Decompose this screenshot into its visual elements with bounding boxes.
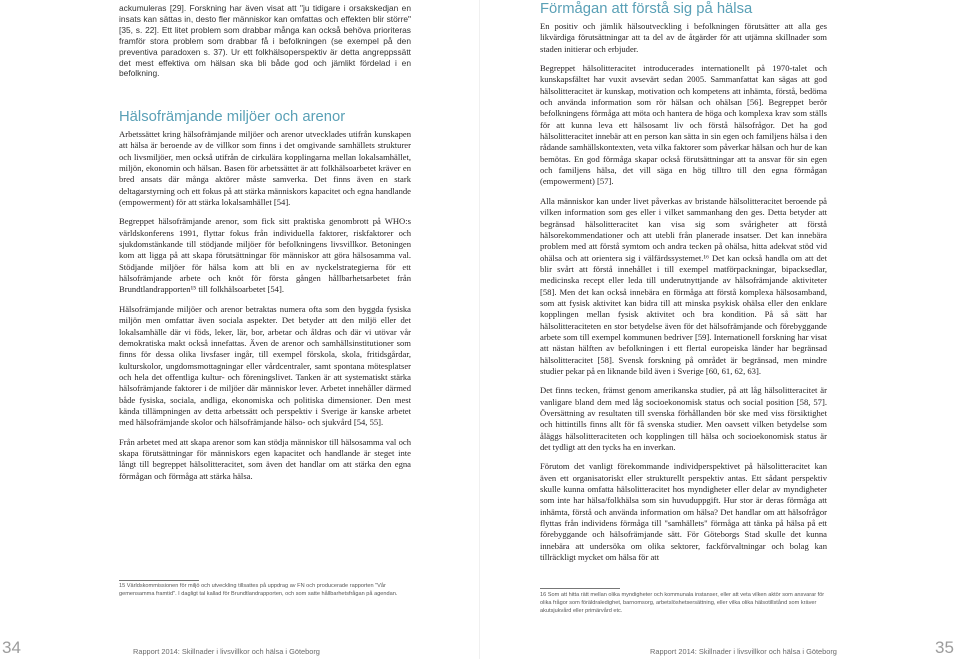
body-paragraph: En positiv och jämlik hälsoutveckling i befolkningen förutsätter att alla ges likvärdiga förutsättningar att ta del av de åtgärder för att utjämna skillnader som staden initierar och erbjuder. (540, 21, 827, 54)
left-page-body (119, 129, 411, 482)
page-number-left: 34 (2, 638, 21, 657)
footnote-text: 16 Som att hitta rätt mellan olika myndigheter och kommunala instanser, eller att veta vilken aktör som ansvarar för olika frågor som föräldraledighet, barnomsorg, arbetslöshetsersättning, eller vilka olika hälsotillstånd som kräver akutsjukvård eller primärvård etc. (540, 592, 825, 614)
footnote-text: 15 Världskommissionen för miljö och utveckling tillsattes på uppdrag av FN och producerade rapporten "Vår gemensamma framtid". I dagligt tal kallad för Brundtlandrapporten, och som satte hållbarhetsfrågan på agendan. (119, 583, 398, 597)
footer-right: Rapport 2014: Skillnader i livsvillkor och hälsa i Göteborg (650, 647, 837, 656)
body-paragraph: Förutom det vanligt förekommande individperspektivet på hälsolitteracitet kan även ett organisatoriskt eller strukturellt perspektiv antas. Ett sådant perspektiv skulle kunna omfatta hälsolitteracitet hos myndigheter eller delar av myndigheter som inte har hälsa/folkhälsa som sin huvuduppgift. Hur stor är deras förmåga att inhämta, förstå och använda information om hälsa? Det handlar om att hälsofrågor flyttas från individens förmåga till "samhällets" förmåga att tänka på hälsa på ett förebyggande och hälsofrämjande sätt. För Göteborgs Stad skulle det kunna innebära att undersöka om olika sektorer, fackförvaltningar och bolag kan tillräckligt mycket om hälsa för att (540, 461, 827, 563)
body-paragraph: Alla människor kan under livet påverkas av bristande hälsolitteracitet beroende på vilken information som ges eller i vilket sammanhang den ges. Detta betyder att begränsad hälsolitteracitet kan visa sig som svårigheter att förstå hälsorekommendationer och att utebli från planerade insatser. Det kan innebära problem med att förstå symtom och andra tecken på ohälsa, hitta adekvat stöd vid ohälsa och att orientera sig i välfärdssystemet.¹⁶ Det kan också handla om att det blir svårt att förstå innehållet i till exempel matförpackningar, bipacksedlar, medicinska recept eller leda till underutnyttjande av hälsofrämjande aktiviteter [58]. Men det kan också innebära en förmåga att förstå komplexa hälsosamband, som att fysisk aktivitet kan bidra till att minska psykisk ohälsa eller den enklare kopplingen mellan fysisk aktivitet och bra kondition. På så sätt har hälsolitteraciteten en stor betydelse även för det hälsofrämjande och förebyggande arbete som till exempel kommunen bedriver [59]. Internationell forskning har visat att nästan hälften av befolkningen i ett flertal europeiska länder har begränsad hälsolitteracitet [58]. Svensk forskning på området är begränsad, men mindre studier pekar på en liknande bild även i Sverige [60, 61, 62, 63]. (540, 195, 827, 376)
body-paragraph: Begreppet hälsofrämjande arenor, som fick sitt praktiska genombrott på WHO:s världskonferens 1991, flyttar fokus från individuella faktorer, riskfaktorer och sjukdomstänkande till stödjande miljöer för befolkningens livsvillkor. Betoningen kom att ligga på att skapa förutsättningar för människor att göra hälsosamma val. Stödjande miljöer för hälsa kom att bli en av nyckelstrategierna för ett hälsofrämjande arbete och knöt för första gången hållbarhetsarbetet från Brundtlandrapporten¹⁵ till folkhälsoarbetet [54]. (119, 216, 411, 295)
right-footnote (540, 591, 827, 615)
intro-paragraph: ackumuleras [29]. Forskning har även visat att "ju tidigare i orsakskedjan en insats kan sättas in, desto fler människor kan omfattas och effekten blir större" [35, s. 22]. Ett litet problem som drabbar många kan också behöva prioriteras framför stora problem som drabbar få i befolkningen (se exempel på den preventiva paradoxen s. 37). Ur ett folkhälsoperspektiv är detta angreppssätt det mest effektiva om hälsan ska bli både god och jämlikt fördelad i en befolkning. (119, 3, 411, 79)
body-paragraph: Hälsofrämjande miljöer och arenor betraktas numera ofta som den byggda fysiska miljön men omfattar även sociala aspekter. Det betyder att den miljö eller det lokalsamhälle där vi föds, leker, lär, bor, arbetar och åldras och där vi utövar vår demokratiska makt också innefattas. Även de arenor och samhällsinstitutioner som finns för dessa olika livsfaser ingår, till exempel förskola, skola, fritidsgårdar, kulturskolor, ungdomsmottagningar eller vårdcentraler, samt spontana mötesplatser och hela det offentliga kultur- och föreningslivet. Tanken är att systematiskt stärka hälsofrämjande faktorer i de miljöer där människor lever. Arbetet innehåller därmed både fysiska, sociala, andliga, ekonomiska och politiska dimensioner. Den mest kända tillämpningen av detta arbetssätt och perspektiv i Sverige är kanske arbetet med hälsofrämjande skolor och hälsofrämjande hälso- och sjukvård [54, 55]. (119, 303, 411, 428)
page-number-right: 35 (935, 638, 954, 657)
footer-left: Rapport 2014: Skillnader i livsvillkor och hälsa i Göteborg (133, 647, 320, 656)
left-section-heading: Hälsofrämjande miljöer och arenor (119, 109, 346, 125)
right-page-body (540, 21, 827, 563)
footnote-rule (119, 580, 199, 581)
page-spine (479, 0, 480, 659)
left-page-intro (119, 3, 411, 79)
left-footnote (119, 582, 411, 598)
right-section-heading: Förmågan att förstå sig på hälsa (540, 1, 753, 17)
body-paragraph: Från arbetet med att skapa arenor som kan stödja människor till hälsosamma val och skapa förutsättningar för människors egen kapacitet och handlande är steget inte långt till begreppet hälsolitteracitet, som även det handlar om att stärka den egna förmågan och förmåga att stärka hälsa. (119, 436, 411, 481)
body-paragraph: Begreppet hälsolitteracitet introducerades internationellt på 1970-talet och kunskapsfältet har vuxit avsevärt sedan 2005. Sammanfattat kan sägas att god hälsolitteracitet är kunskap, motivation och kompetens att inhämta, förstå, bedöma och använda information som rör hälsan och ohälsan [56]. Begreppet berör befolkningens förmåga att möta och hantera de höga och komplexa krav som ställs för att kunna leva ett hälsosamt liv och förstå hälsofrågor. Det ha god hälsolitteracitet innebär att en person kan sätta in sin egen och familjens hälsa i den rådande samhällskontexten, veta vilka faktorer som påverkar hälsan och hur de kan bemötas. En god förmåga skapar också förutsättningar att ta ansvar för sin egen och familjens hälsa, det vill säga en hög tilltro till den egna förmågan (empowerment) [57]. (540, 63, 827, 187)
footnote-rule (540, 588, 620, 589)
body-paragraph: Arbetssättet kring hälsofrämjande miljöer och arenor utvecklades utifrån kunskapen att hälsa är beroende av de villkor som finns i det omgivande samhällets strukturer och livsmiljöer, men också utifrån de cirkulära kopplingarna mellan lokalsamhället, miljön, ekonomin och hälsan. Basen för arbetssättet är att folkhälsoarbetet kräver en bred ansats där många aktörer måste samverka. Det finns även en stark deltagarstyrning och ett fokus på att stärka människors kapacitet och egna handlande (empowerment) för att stärka lokalsamhället [54]. (119, 129, 411, 208)
body-paragraph: Det finns tecken, främst genom amerikanska studier, på att låg hälsolitteracitet är vanligare bland dem med låg socioekonomisk status och social position [58, 57]. Översättning av resultaten till svenska förhållanden bör ske med viss försiktighet och hittintills finns allt för få svenska studier. Men oavsett vilken betydelse som åläggs hälsolitteraciteten och kopplingen till hälsa och socioekonomisk status är det tydligt att den tycks ha en inverkan. (540, 385, 827, 453)
